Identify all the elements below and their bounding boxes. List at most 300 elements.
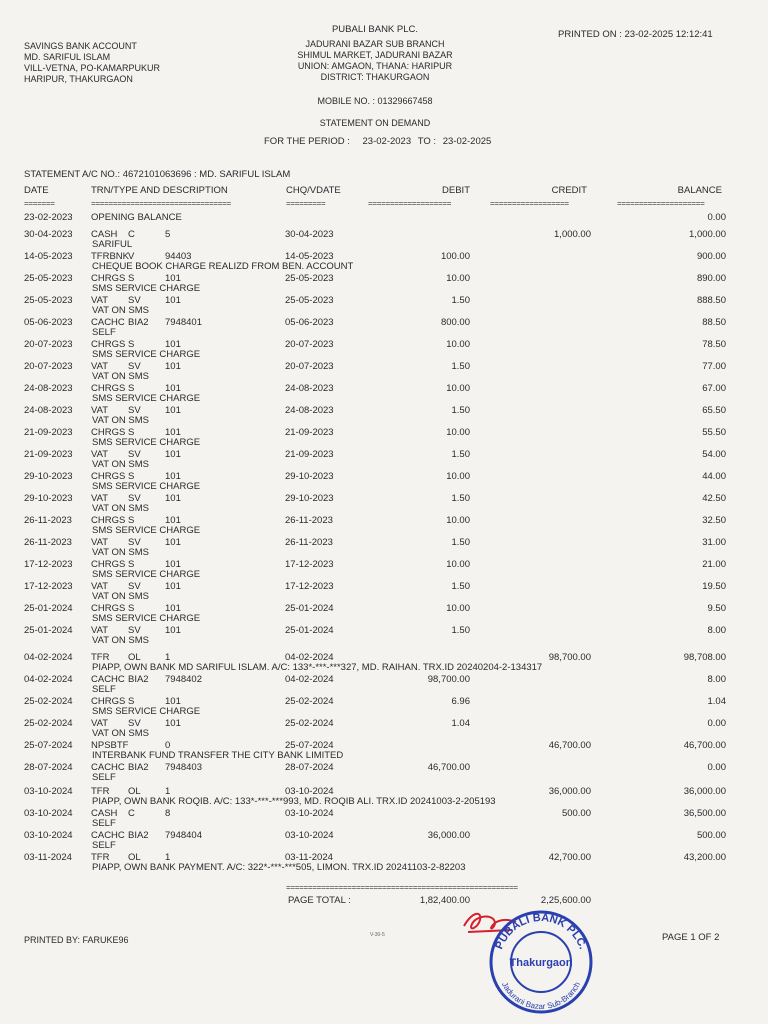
row-balance: 31.00	[702, 537, 726, 548]
table-row	[0, 852, 768, 874]
row-debit: 1.50	[451, 493, 470, 504]
dash-description: ================================	[91, 199, 231, 208]
row-reference: 7948401	[165, 317, 202, 328]
row-balance: 98,708.00	[683, 652, 726, 663]
row-chq-date: 25-05-2023	[285, 273, 334, 284]
dash-date: =======	[24, 199, 55, 208]
row-chq-date: 25-02-2024	[285, 696, 334, 707]
row-chq-date: 21-09-2023	[285, 449, 334, 460]
col-header-credit: CREDIT	[551, 185, 587, 196]
statement-account-line: STATEMENT A/C NO.: 4672101063696 : MD. SARIFUL ISLAM	[24, 169, 291, 180]
row-type: NPSBTF	[91, 740, 129, 751]
page-number: PAGE 1 OF 2	[662, 932, 720, 943]
printed-on: PRINTED ON : 23-02-2025 12:12:41	[558, 29, 713, 40]
col-header-date: DATE	[24, 185, 49, 196]
table-row	[0, 317, 768, 339]
row-description: SMS SERVICE CHARGE	[92, 283, 201, 294]
account-holder: MD. SARIFUL ISLAM	[24, 52, 111, 62]
row-description: PIAPP, OWN BANK PAYMENT. A/C: 322*-***-***505, LIMON. TRX.ID 20241103-2-82203	[92, 862, 466, 873]
row-reference: 101	[165, 427, 181, 438]
row-debit: 6.96	[451, 696, 470, 707]
row-subtype: S	[128, 273, 135, 284]
row-debit: 1.50	[451, 361, 470, 372]
page-total-debit: 1,82,400.00	[419, 895, 470, 906]
bank-address-1: SHIMUL MARKET, JADURANI BAZAR	[297, 50, 453, 60]
row-description: VAT ON SMS	[92, 305, 150, 316]
row-date: 25-01-2024	[24, 625, 73, 636]
row-chq-date: 25-02-2024	[285, 718, 334, 729]
row-balance: 1,000.00	[689, 229, 726, 240]
page-total-label: PAGE TOTAL :	[288, 895, 351, 906]
row-reference: 7948404	[165, 830, 202, 841]
row-type: VAT	[91, 449, 109, 460]
row-chq-date: 17-12-2023	[285, 581, 334, 592]
row-description: SMS SERVICE CHARGE	[92, 525, 201, 536]
row-subtype: SV	[128, 295, 141, 306]
row-reference: 5	[165, 229, 171, 240]
row-debit: 1.04	[451, 718, 470, 729]
bank-mobile: MOBILE NO. : 01329667458	[317, 96, 433, 106]
row-chq-date: 25-07-2024	[285, 740, 334, 751]
bank-seal-stamp	[482, 910, 600, 1016]
row-subtype: S	[128, 427, 135, 438]
row-balance: 46,700.00	[683, 740, 726, 751]
row-debit: 10.00	[446, 383, 470, 394]
row-credit: 36,000.00	[548, 786, 591, 797]
col-header-debit: DEBIT	[442, 185, 470, 196]
row-date: 29-10-2023	[24, 471, 73, 482]
row-description: SMS SERVICE CHARGE	[92, 569, 201, 580]
row-date: 04-02-2024	[24, 674, 73, 685]
row-date: 28-07-2024	[24, 762, 73, 773]
row-balance: 77.00	[702, 361, 726, 372]
row-subtype: OL	[128, 786, 141, 797]
col-header-balance: BALANCE	[677, 185, 722, 196]
table-row	[0, 786, 768, 808]
row-description: SELF	[92, 818, 116, 829]
row-chq-date: 24-08-2023	[285, 383, 334, 394]
table-row	[0, 427, 768, 449]
row-subtype: BIA2	[128, 317, 149, 328]
row-description: INTERBANK FUND TRANSFER THE CITY BANK LIMITED	[92, 750, 344, 761]
bank-header	[270, 24, 480, 83]
page-total-credit: 2,25,600.00	[540, 895, 591, 906]
row-subtype: S	[128, 471, 135, 482]
bank-address-2: UNION: AMGAON, THANA: HARIPUR	[297, 61, 453, 71]
row-reference: 101	[165, 405, 181, 416]
row-date: 21-09-2023	[24, 427, 73, 438]
row-date: 25-02-2024	[24, 696, 73, 707]
row-description: SMS SERVICE CHARGE	[92, 706, 201, 717]
row-debit: 36,000.00	[427, 830, 470, 841]
row-subtype: SV	[128, 405, 141, 416]
row-chq-date: 20-07-2023	[285, 339, 334, 350]
row-balance: 54.00	[702, 449, 726, 460]
row-type: VAT	[91, 493, 109, 504]
row-debit: 800.00	[440, 317, 470, 328]
table-row	[0, 652, 768, 674]
row-date: 24-08-2023	[24, 383, 73, 394]
table-row	[0, 449, 768, 471]
row-reference: 101	[165, 718, 181, 729]
row-balance: 55.50	[702, 427, 726, 438]
row-date: 25-01-2024	[24, 603, 73, 614]
row-type: CASH	[91, 229, 118, 240]
row-chq-date: 28-07-2024	[285, 762, 334, 773]
row-type: TFR	[91, 852, 110, 863]
period-to: 23-02-2025	[442, 136, 492, 147]
row-subtype: C	[128, 808, 135, 819]
row-subtype: BIA2	[128, 830, 149, 841]
row-description: SMS SERVICE CHARGE	[92, 481, 201, 492]
row-description: VAT ON SMS	[92, 547, 150, 558]
stamp-top-text: PUBALI BANK PLC.	[493, 911, 589, 951]
row-date: 30-04-2023	[24, 229, 73, 240]
row-debit: 10.00	[446, 603, 470, 614]
row-chq-date: 26-11-2023	[285, 515, 333, 526]
svg-text:Jadurani Bazar Sub-Branch	[500, 981, 582, 1012]
row-reference: 7948402	[165, 674, 202, 685]
dash-chq: =========	[286, 199, 326, 208]
table-row	[0, 295, 768, 317]
row-subtype: SV	[128, 581, 141, 592]
row-date: 03-11-2024	[24, 852, 72, 863]
row-type: CACHC	[91, 674, 125, 685]
row-reference: 101	[165, 339, 181, 350]
row-reference: 101	[165, 537, 181, 548]
table-row	[0, 537, 768, 559]
row-credit: 42,700.00	[548, 852, 591, 863]
account-address-2: HARIPUR, THAKURGAON	[24, 74, 133, 84]
row-type: TFR	[91, 652, 110, 663]
account-address-1: VILL-VETNA, PO-KAMARPUKUR	[24, 63, 161, 73]
row-chq-date: 14-05-2023	[285, 251, 334, 262]
row-date: 17-12-2023	[24, 559, 73, 570]
row-description: SMS SERVICE CHARGE	[92, 437, 201, 448]
row-balance: 67.00	[702, 383, 726, 394]
account-type: SAVINGS BANK ACCOUNT	[24, 41, 137, 51]
row-subtype: BIA2	[128, 674, 149, 685]
row-type: CASH	[91, 808, 118, 819]
row-debit: 10.00	[446, 559, 470, 570]
row-credit: 46,700.00	[548, 740, 591, 751]
row-balance: 0.00	[707, 212, 726, 223]
row-subtype: S	[128, 603, 135, 614]
row-chq-date: 29-10-2023	[285, 493, 334, 504]
statement-title: STATEMENT ON DEMAND	[319, 118, 431, 128]
table-row	[0, 581, 768, 603]
row-description: VAT ON SMS	[92, 503, 150, 514]
table-row	[0, 273, 768, 295]
row-chq-date: 03-10-2024	[285, 786, 334, 797]
row-description: SMS SERVICE CHARGE	[92, 393, 201, 404]
row-date: 25-07-2024	[24, 740, 73, 751]
row-date: 20-07-2023	[24, 361, 73, 372]
row-description: CHEQUE BOOK CHARGE REALIZD FROM BEN. ACCOUNT	[92, 261, 354, 272]
row-debit: 1.50	[451, 449, 470, 460]
row-date: 26-11-2023	[24, 515, 72, 526]
table-row	[0, 718, 768, 740]
row-subtype: C	[128, 229, 135, 240]
row-balance: 9.50	[707, 603, 726, 614]
row-type: CHRGS	[91, 515, 126, 526]
row-reference: 0	[165, 740, 171, 751]
row-reference: 101	[165, 273, 181, 284]
row-balance: 32.50	[702, 515, 726, 526]
row-description: PIAPP, OWN BANK ROQIB. A/C: 133*-***-***993, MD. ROQIB ALI. TRX.ID 20241003-2-205193	[92, 796, 496, 807]
row-debit: 1.50	[451, 537, 470, 548]
row-reference: 101	[165, 581, 181, 592]
row-date: 25-02-2024	[24, 718, 73, 729]
row-type: VAT	[91, 361, 109, 372]
row-balance: 88.50	[702, 317, 726, 328]
row-credit: 98,700.00	[548, 652, 591, 663]
row-subtype: BIA2	[128, 762, 149, 773]
bank-address-3: DISTRICT: THAKURGAON	[320, 72, 430, 82]
row-balance: 890.00	[696, 273, 726, 284]
footer-mid-code: V-30-5	[370, 932, 385, 938]
row-balance: 0.00	[707, 762, 726, 773]
dash-debit: ===================	[368, 199, 452, 208]
total-dashes: =====================================================	[286, 883, 518, 892]
row-type: CHRGS	[91, 603, 126, 614]
row-reference: 101	[165, 493, 181, 504]
row-description: VAT ON SMS	[92, 635, 150, 646]
account-holder-block	[24, 41, 160, 85]
table-row	[0, 515, 768, 537]
col-header-chq: CHQ/VDATE	[286, 185, 341, 196]
period-label: FOR THE PERIOD :	[264, 136, 350, 147]
row-description: SELF	[92, 684, 116, 695]
row-subtype: SV	[128, 718, 141, 729]
dash-balance: ====================	[617, 199, 705, 208]
row-type: VAT	[91, 295, 109, 306]
row-date: 20-07-2023	[24, 339, 73, 350]
row-date: 03-10-2024	[24, 830, 73, 841]
row-reference: 101	[165, 471, 181, 482]
row-reference: 7948403	[165, 762, 202, 773]
row-subtype: SV	[128, 449, 141, 460]
row-type: CHRGS	[91, 696, 126, 707]
row-chq-date: 29-10-2023	[285, 471, 334, 482]
row-debit: 1.50	[451, 581, 470, 592]
row-subtype: V	[128, 251, 135, 262]
table-row	[0, 808, 768, 830]
row-description: VAT ON SMS	[92, 415, 150, 426]
row-subtype: S	[128, 515, 135, 526]
bank-branch: JADURANI BAZAR SUB BRANCH	[305, 39, 445, 49]
row-chq-date: 21-09-2023	[285, 427, 334, 438]
row-type: VAT	[91, 581, 109, 592]
row-reference: 101	[165, 603, 181, 614]
row-chq-date: 03-10-2024	[285, 830, 334, 841]
row-reference: 101	[165, 625, 181, 636]
row-chq-date: 20-07-2023	[285, 361, 334, 372]
row-date: 04-02-2024	[24, 652, 73, 663]
row-date: 29-10-2023	[24, 493, 73, 504]
row-description: PIAPP, OWN BANK MD SARIFUL ISLAM. A/C: 133*-***-***327, MD. RAIHAN. TRX.ID 20240204-2-134317	[92, 662, 543, 673]
row-debit: 10.00	[446, 273, 470, 284]
row-description: VAT ON SMS	[92, 728, 150, 739]
row-type: CHRGS	[91, 339, 126, 350]
row-type: VAT	[91, 405, 109, 416]
period-from: 23-02-2023	[362, 136, 412, 147]
statement-period	[264, 136, 491, 147]
row-description: SELF	[92, 772, 116, 783]
row-reference: 1	[165, 786, 171, 797]
table-row	[0, 383, 768, 405]
row-date: 03-10-2024	[24, 786, 73, 797]
row-subtype: S	[128, 383, 135, 394]
row-type: CHRGS	[91, 471, 126, 482]
row-type: CHRGS	[91, 559, 126, 570]
table-row	[0, 696, 768, 718]
row-reference: 8	[165, 808, 171, 819]
table-row	[0, 674, 768, 696]
row-reference: 101	[165, 449, 181, 460]
row-reference: 101	[165, 696, 181, 707]
row-chq-date: 03-10-2024	[285, 808, 334, 819]
row-debit: 46,700.00	[427, 762, 470, 773]
row-balance: 0.00	[707, 718, 726, 729]
row-reference: 1	[165, 852, 171, 863]
row-balance: 44.00	[702, 471, 726, 482]
row-subtype: SV	[128, 625, 141, 636]
table-row	[0, 625, 768, 647]
row-description: SELF	[92, 840, 116, 851]
row-credit: 500.00	[561, 808, 591, 819]
row-description: SARIFUL	[92, 239, 133, 250]
table-row	[0, 762, 768, 784]
row-date: 25-05-2023	[24, 295, 73, 306]
row-subtype: S	[128, 696, 135, 707]
row-date: 21-09-2023	[24, 449, 73, 460]
table-row	[0, 493, 768, 515]
row-date: 25-05-2023	[24, 273, 73, 284]
table-row	[0, 830, 768, 852]
row-chq-date: 24-08-2023	[285, 405, 334, 416]
table-row	[0, 471, 768, 493]
table-row	[0, 603, 768, 625]
row-subtype: S	[128, 339, 135, 350]
row-subtype: S	[128, 559, 135, 570]
row-subtype: SV	[128, 537, 141, 548]
period-to-label: TO :	[417, 136, 437, 147]
row-type: CHRGS	[91, 383, 126, 394]
row-type: CACHC	[91, 762, 125, 773]
row-chq-date: 30-04-2023	[285, 229, 334, 240]
row-debit: 1.50	[451, 295, 470, 306]
row-debit: 10.00	[446, 427, 470, 438]
row-type: TFR	[91, 786, 110, 797]
table-row	[0, 559, 768, 581]
row-debit: 1.50	[451, 405, 470, 416]
dash-credit: ==================	[490, 199, 569, 208]
row-subtype: SV	[128, 361, 141, 372]
row-balance: 8.00	[707, 625, 726, 636]
row-type: CHRGS	[91, 273, 126, 284]
row-balance: 8.00	[707, 674, 726, 685]
row-debit: 10.00	[446, 471, 470, 482]
row-subtype: OL	[128, 652, 141, 663]
row-debit: 100.00	[440, 251, 470, 262]
table-row	[0, 229, 768, 251]
row-date: 17-12-2023	[24, 581, 73, 592]
row-debit: 98,700.00	[427, 674, 470, 685]
row-type: OPENING BALANCE	[91, 212, 182, 223]
row-reference: 101	[165, 383, 181, 394]
bank-name: PUBALI BANK PLC.	[331, 24, 419, 35]
row-balance: 36,000.00	[683, 786, 726, 797]
row-date: 05-06-2023	[24, 317, 73, 328]
row-description: VAT ON SMS	[92, 371, 150, 382]
row-date: 03-10-2024	[24, 808, 73, 819]
printed-by: PRINTED BY: FARUKE96	[24, 935, 129, 945]
row-chq-date: 25-05-2023	[285, 295, 334, 306]
row-debit: 10.00	[446, 515, 470, 526]
row-description: SMS SERVICE CHARGE	[92, 613, 201, 624]
row-chq-date: 25-01-2024	[285, 625, 334, 636]
row-date: 24-08-2023	[24, 405, 73, 416]
row-date: 14-05-2023	[24, 251, 73, 262]
row-chq-date: 04-02-2024	[285, 674, 334, 685]
row-balance: 78.50	[702, 339, 726, 350]
row-balance: 43,200.00	[683, 852, 726, 863]
row-chq-date: 17-12-2023	[285, 559, 334, 570]
row-date: 26-11-2023	[24, 537, 72, 548]
table-row	[0, 339, 768, 361]
row-credit: 1,000.00	[554, 229, 591, 240]
row-debit: 10.00	[446, 339, 470, 350]
row-chq-date: 03-11-2024	[285, 852, 333, 863]
row-reference: 94403	[165, 251, 192, 262]
table-row	[0, 740, 768, 762]
row-subtype: SV	[128, 493, 141, 504]
row-type: VAT	[91, 537, 109, 548]
row-balance: 21.00	[702, 559, 726, 570]
row-type: CACHC	[91, 317, 125, 328]
row-balance: 500.00	[696, 830, 726, 841]
row-reference: 101	[165, 515, 181, 526]
row-balance: 1.04	[707, 696, 726, 707]
table-row	[0, 405, 768, 427]
row-type: VAT	[91, 718, 109, 729]
row-subtype: OL	[128, 852, 141, 863]
row-chq-date: 05-06-2023	[285, 317, 334, 328]
row-type: TFRBNK	[91, 251, 129, 262]
row-reference: 101	[165, 361, 181, 372]
row-reference: 1	[165, 652, 171, 663]
row-balance: 900.00	[696, 251, 726, 262]
stamp-center-text: Thakurgaon	[509, 957, 573, 969]
row-chq-date: 25-01-2024	[285, 603, 334, 614]
row-reference: 101	[165, 295, 181, 306]
row-chq-date: 04-02-2024	[285, 652, 334, 663]
row-description: VAT ON SMS	[92, 591, 150, 602]
table-row	[0, 361, 768, 383]
row-balance: 42.50	[702, 493, 726, 504]
row-debit: 1.50	[451, 625, 470, 636]
row-description: VAT ON SMS	[92, 459, 150, 470]
row-date: 23-02-2023	[24, 212, 73, 223]
row-balance: 19.50	[702, 581, 726, 592]
row-reference: 101	[165, 559, 181, 570]
row-type: CACHC	[91, 830, 125, 841]
row-description: SELF	[92, 327, 116, 338]
row-balance: 65.50	[702, 405, 726, 416]
row-balance: 36,500.00	[683, 808, 726, 819]
col-header-description: TRN/TYPE AND DESCRIPTION	[91, 185, 228, 196]
